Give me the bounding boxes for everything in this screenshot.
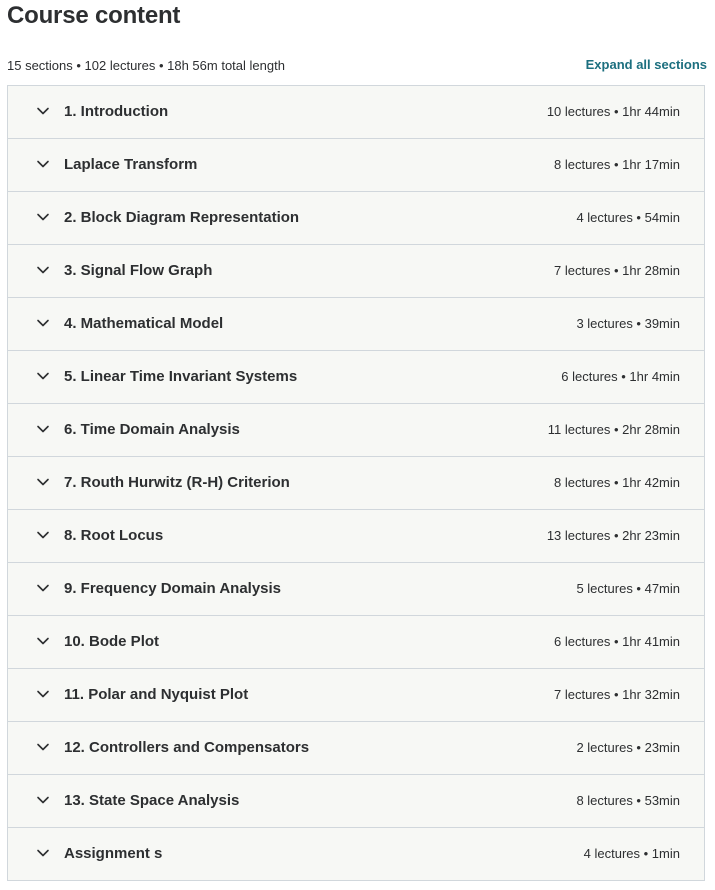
chevron-down-icon[interactable]	[36, 687, 50, 701]
section-title: 12. Controllers and Compensators	[64, 739, 310, 756]
section-row[interactable]	[8, 245, 704, 298]
section-meta: 13 lectures • 2hr 23min	[546, 528, 680, 543]
section-title: Laplace Transform	[64, 156, 198, 173]
section-title: 11. Polar and Nyquist Plot	[64, 686, 249, 703]
chevron-down-icon[interactable]	[36, 422, 50, 436]
section-title: 4. Mathematical Model	[64, 315, 224, 332]
section-title: 7. Routh Hurwitz (R-H) Criterion	[64, 474, 290, 491]
chevron-down-icon[interactable]	[36, 263, 50, 277]
section-title: 13. State Space Analysis	[64, 792, 240, 809]
chevron-down-icon[interactable]	[36, 316, 50, 330]
section-meta: 10 lectures • 1hr 44min	[546, 104, 680, 119]
section-title: 5. Linear Time Invariant Systems	[64, 368, 298, 385]
section-title: 1. Introduction	[64, 103, 169, 120]
chevron-down-icon[interactable]	[36, 475, 50, 489]
section-title: Assignment s	[64, 845, 163, 862]
chevron-down-icon[interactable]	[36, 793, 50, 807]
chevron-down-icon[interactable]	[36, 157, 50, 171]
section-row[interactable]	[8, 828, 704, 880]
section-title: 8. Root Locus	[64, 527, 164, 544]
section-row[interactable]	[8, 404, 704, 457]
sections-list	[7, 85, 705, 881]
section-row[interactable]	[8, 351, 704, 404]
course-summary: 15 sections • 102 lectures • 18h 56m total length	[7, 58, 285, 73]
section-row[interactable]	[8, 139, 704, 192]
section-title: 6. Time Domain Analysis	[64, 421, 240, 438]
expand-all-sections-button[interactable]: Expand all sections	[585, 57, 707, 72]
page-title: Course content	[7, 2, 181, 29]
section-meta: 8 lectures • 1hr 42min	[554, 475, 680, 490]
section-row[interactable]	[8, 669, 704, 722]
chevron-down-icon[interactable]	[36, 369, 50, 383]
section-row[interactable]	[8, 563, 704, 616]
section-meta: 6 lectures • 1hr 41min	[554, 634, 680, 649]
section-title: 3. Signal Flow Graph	[64, 262, 213, 279]
section-meta: 3 lectures • 39min	[576, 316, 680, 331]
chevron-down-icon[interactable]	[36, 104, 50, 118]
section-row[interactable]	[8, 722, 704, 775]
section-meta: 7 lectures • 1hr 28min	[554, 263, 680, 278]
section-meta: 11 lectures • 2hr 28min	[547, 422, 680, 437]
chevron-down-icon[interactable]	[36, 846, 50, 860]
section-title: 2. Block Diagram Representation	[64, 209, 300, 226]
section-meta: 4 lectures • 54min	[576, 210, 680, 225]
section-title: 10. Bode Plot	[64, 633, 160, 650]
section-meta: 4 lectures • 1min	[583, 846, 680, 861]
section-meta: 2 lectures • 23min	[576, 740, 680, 755]
section-row[interactable]	[8, 616, 704, 669]
section-row[interactable]	[8, 775, 704, 828]
section-meta: 7 lectures • 1hr 32min	[554, 687, 680, 702]
section-row[interactable]	[8, 86, 704, 139]
section-row[interactable]	[8, 510, 704, 563]
chevron-down-icon[interactable]	[36, 210, 50, 224]
section-meta: 8 lectures • 1hr 17min	[554, 157, 680, 172]
section-meta: 8 lectures • 53min	[576, 793, 680, 808]
chevron-down-icon[interactable]	[36, 634, 50, 648]
chevron-down-icon[interactable]	[36, 528, 50, 542]
section-meta: 5 lectures • 47min	[576, 581, 680, 596]
chevron-down-icon[interactable]	[36, 740, 50, 754]
chevron-down-icon[interactable]	[36, 581, 50, 595]
section-row[interactable]	[8, 457, 704, 510]
section-meta: 6 lectures • 1hr 4min	[561, 369, 680, 384]
section-title: 9. Frequency Domain Analysis	[64, 580, 282, 597]
section-row[interactable]	[8, 192, 704, 245]
section-row[interactable]	[8, 298, 704, 351]
